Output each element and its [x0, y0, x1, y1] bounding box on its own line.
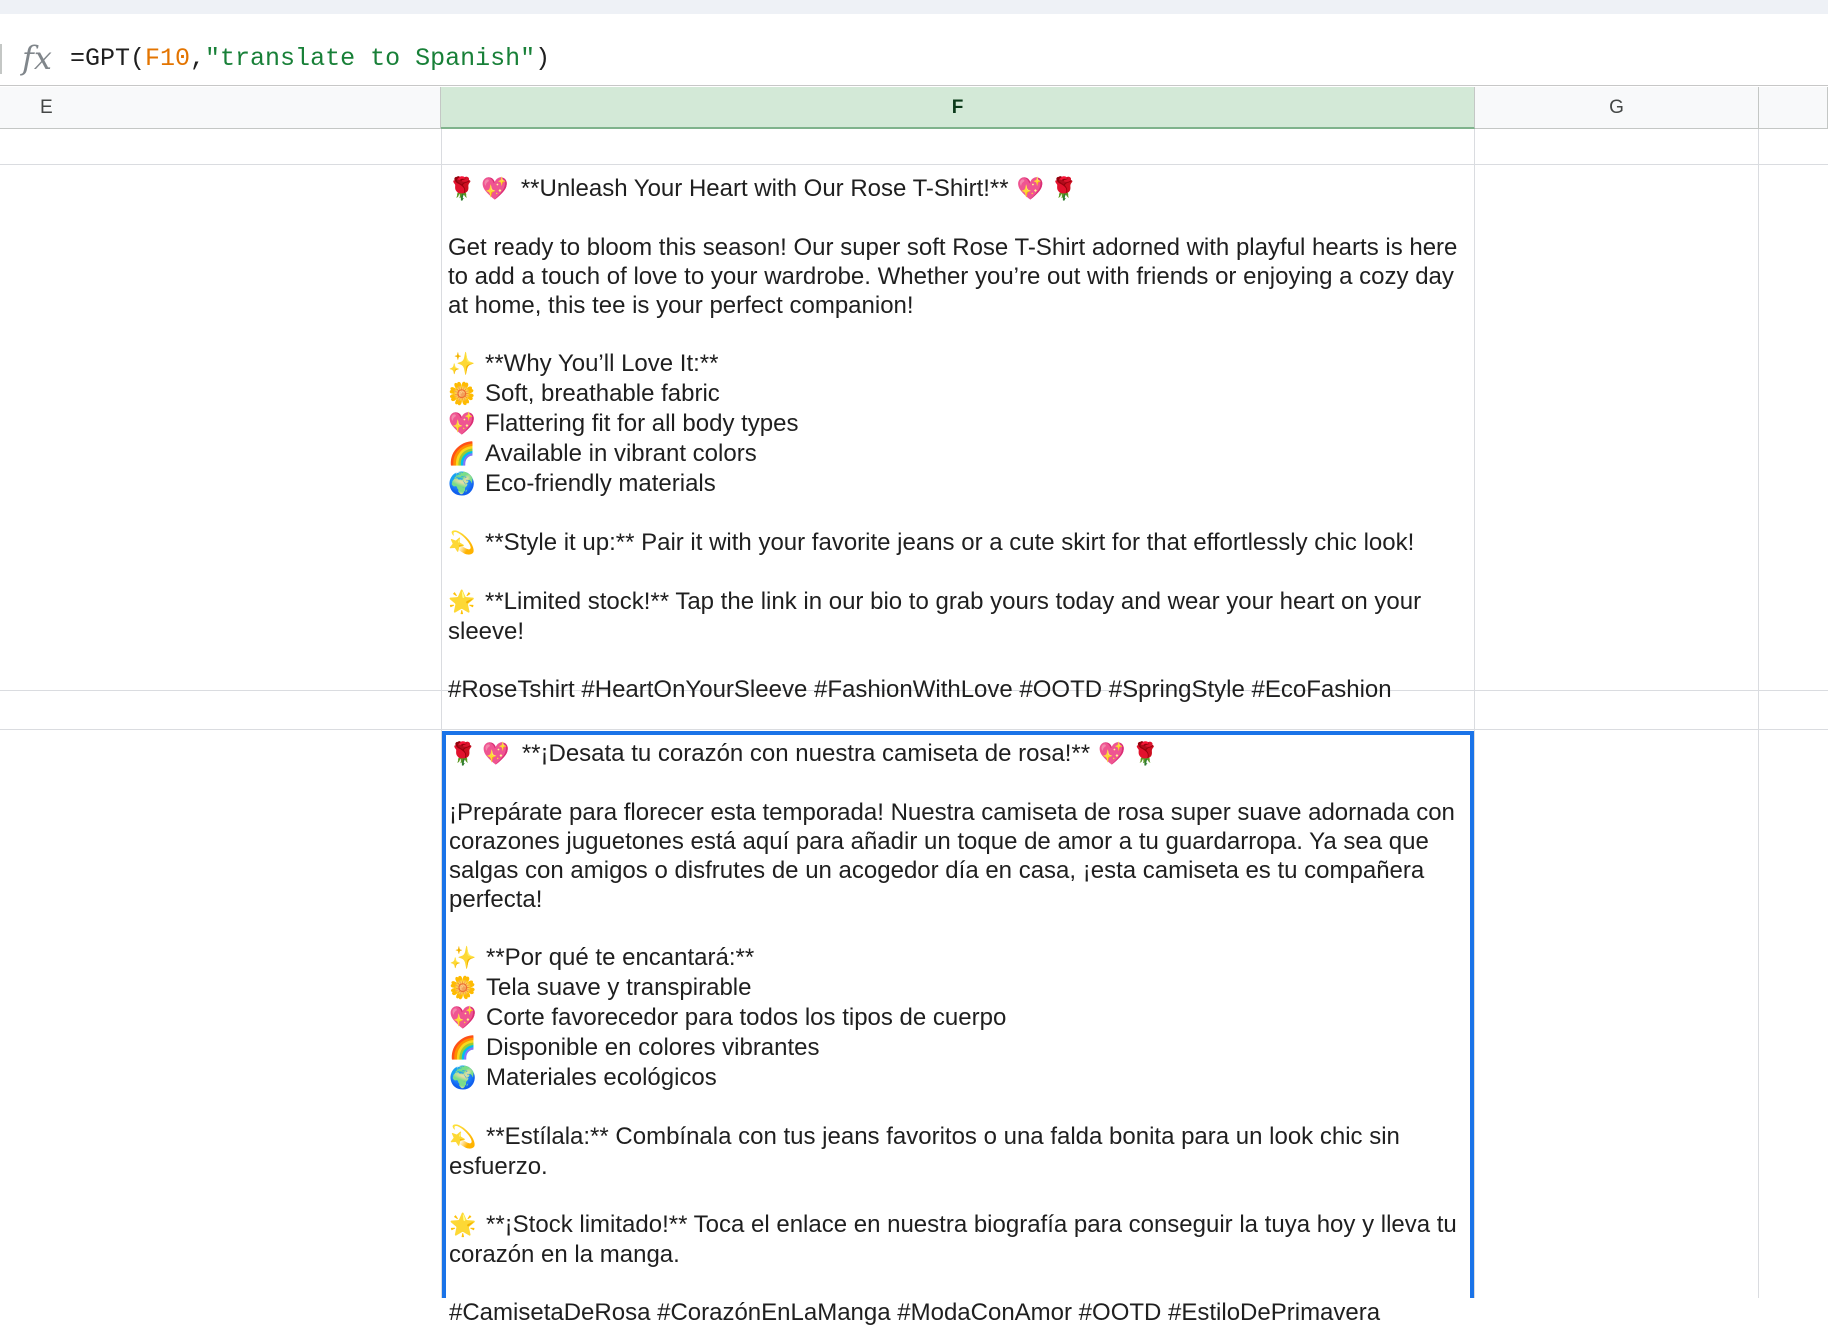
comet-icon: 💫 — [449, 1125, 477, 1150]
column-header-h[interactable] — [1759, 87, 1828, 129]
hashtags: #CamisetaDeRosa #CorazónEnLaManga #ModaConAmor #OOTD #EstiloDePrimavera — [449, 1299, 1381, 1326]
list-item — [448, 379, 1467, 409]
rainbow-icon: 🌈 — [449, 1036, 477, 1061]
cell-title: **¡Desata tu corazón con nuestra camiseta de rosa!** — [521, 740, 1091, 767]
cell-title-row — [449, 739, 1463, 769]
list-item — [449, 943, 1463, 973]
cell-f12-selected[interactable] — [442, 731, 1474, 1326]
style-tip — [449, 1122, 1463, 1181]
limited-stock — [449, 1210, 1463, 1269]
window-top-strip — [0, 0, 1828, 14]
heart-icon: 💖 — [482, 742, 510, 767]
gridline-row-11 — [0, 729, 1828, 730]
gridline-row-9 — [0, 164, 1828, 165]
cell-intro: Get ready to bloom this season! Our super soft Rose T-Shirt adorned with playful hearts is here to add a touch of love to your wardrobe. Whether you’re out with friends or enjoying a cozy day at home, this tee is your perfect companion! — [448, 234, 1458, 319]
list-item — [448, 439, 1467, 469]
style-text: **Style it up:** Pair it with your favorite jeans or a cute skirt for that effortlessly chic look! — [485, 529, 1415, 556]
hashtags: #RoseTshirt #HeartOnYourSleeve #FashionWithLove #OOTD #SpringStyle #EcoFashion — [448, 676, 1392, 703]
cell-g11[interactable] — [1475, 691, 1758, 729]
gridline-g-h — [1758, 129, 1759, 1298]
star-icon: 🌟 — [448, 590, 476, 615]
cell-title-row — [448, 174, 1467, 204]
rose-icon: 🌹 — [1050, 177, 1078, 202]
fx-icon: fx — [22, 39, 52, 77]
rainbow-icon: 🌈 — [448, 442, 476, 467]
cell-g9[interactable] — [1475, 130, 1758, 164]
why-heading: **Why You’ll Love It:** — [485, 350, 719, 377]
formula-comma: , — [190, 44, 206, 73]
flower-icon: 🌼 — [449, 976, 477, 1001]
rose-icon: 🌹 — [448, 177, 476, 202]
comet-icon: 💫 — [448, 531, 476, 556]
sparkles-icon: ✨ — [449, 946, 477, 971]
benefit-text: Flattering fit for all body types — [485, 410, 799, 437]
limited-stock — [448, 587, 1467, 646]
heart-icon: 💖 — [448, 412, 476, 437]
formula-close-paren: ) — [535, 44, 551, 73]
limited-text: **Limited stock!** Tap the link in our bio to grab yours today and wear your heart on your sleeve! — [448, 588, 1422, 645]
formula-input[interactable] — [70, 42, 550, 76]
cell-f11[interactable] — [442, 691, 1474, 729]
list-item — [449, 973, 1463, 1003]
why-heading: **Por qué te encantará:** — [486, 944, 755, 971]
column-header-f[interactable]: F — [441, 87, 1475, 129]
list-item — [448, 409, 1467, 439]
cell-e11[interactable] — [0, 691, 441, 729]
list-item — [448, 469, 1467, 499]
benefit-text: Soft, breathable fabric — [485, 380, 720, 407]
list-item — [449, 1003, 1463, 1033]
formula-function: =GPT( — [70, 44, 146, 73]
benefit-text: Tela suave y transpirable — [486, 974, 752, 1001]
list-item — [449, 1063, 1463, 1093]
heart-icon: 💖 — [449, 1006, 477, 1031]
rose-icon: 🌹 — [1131, 742, 1159, 767]
cell-intro: ¡Prepárate para florecer esta temporada! Nuestra camiseta de rosa super suave adornada con corazones juguetones está aquí para añadir un toque de amor a tu guardarropa. Ya sea que salgas con amigos o disfrutes de un acogedor día en casa, ¡esta camiseta es tu compañera perfecta! — [449, 799, 1455, 913]
list-item — [448, 349, 1467, 379]
limited-text: **¡Stock limitado!** Toca el enlace en nuestra biografía para conseguir la tuya hoy y lleva tu corazón en la manga. — [449, 1211, 1457, 1268]
globe-icon: 🌍 — [449, 1066, 477, 1091]
style-text: **Estílala:** Combínala con tus jeans favoritos o una falda bonita para un look chic sin esfuerzo. — [449, 1123, 1400, 1180]
heart-icon: 💖 — [481, 177, 509, 202]
globe-icon: 🌍 — [448, 472, 476, 497]
heart-icon: 💖 — [1016, 177, 1045, 202]
cell-f9[interactable] — [442, 130, 1474, 164]
style-tip — [448, 528, 1467, 558]
formula-bar-divider — [0, 44, 2, 74]
benefit-text: Corte favorecedor para todos los tipos de cuerpo — [486, 1004, 1007, 1031]
benefit-text: Eco-friendly materials — [485, 470, 716, 497]
benefit-text: Available in vibrant colors — [485, 440, 757, 467]
cell-e9[interactable] — [0, 130, 441, 164]
column-header-g[interactable]: G — [1475, 87, 1759, 129]
heart-icon: 💖 — [1098, 742, 1126, 767]
cell-f10[interactable] — [442, 166, 1474, 703]
formula-string-argument: "translate to Spanish" — [205, 44, 536, 73]
rose-icon: 🌹 — [449, 742, 477, 767]
formula-bar[interactable] — [0, 14, 1828, 86]
list-item — [449, 1033, 1463, 1063]
benefit-text: Disponible en colores vibrantes — [486, 1034, 820, 1061]
star-icon: 🌟 — [449, 1213, 477, 1238]
formula-cell-reference: F10 — [145, 44, 191, 73]
flower-icon: 🌼 — [448, 382, 476, 407]
column-header-e[interactable]: E — [0, 87, 441, 129]
benefit-text: Materiales ecológicos — [486, 1064, 717, 1091]
cell-title: **Unleash Your Heart with Our Rose T-Shirt!** — [520, 175, 1009, 202]
sparkles-icon: ✨ — [448, 352, 476, 377]
